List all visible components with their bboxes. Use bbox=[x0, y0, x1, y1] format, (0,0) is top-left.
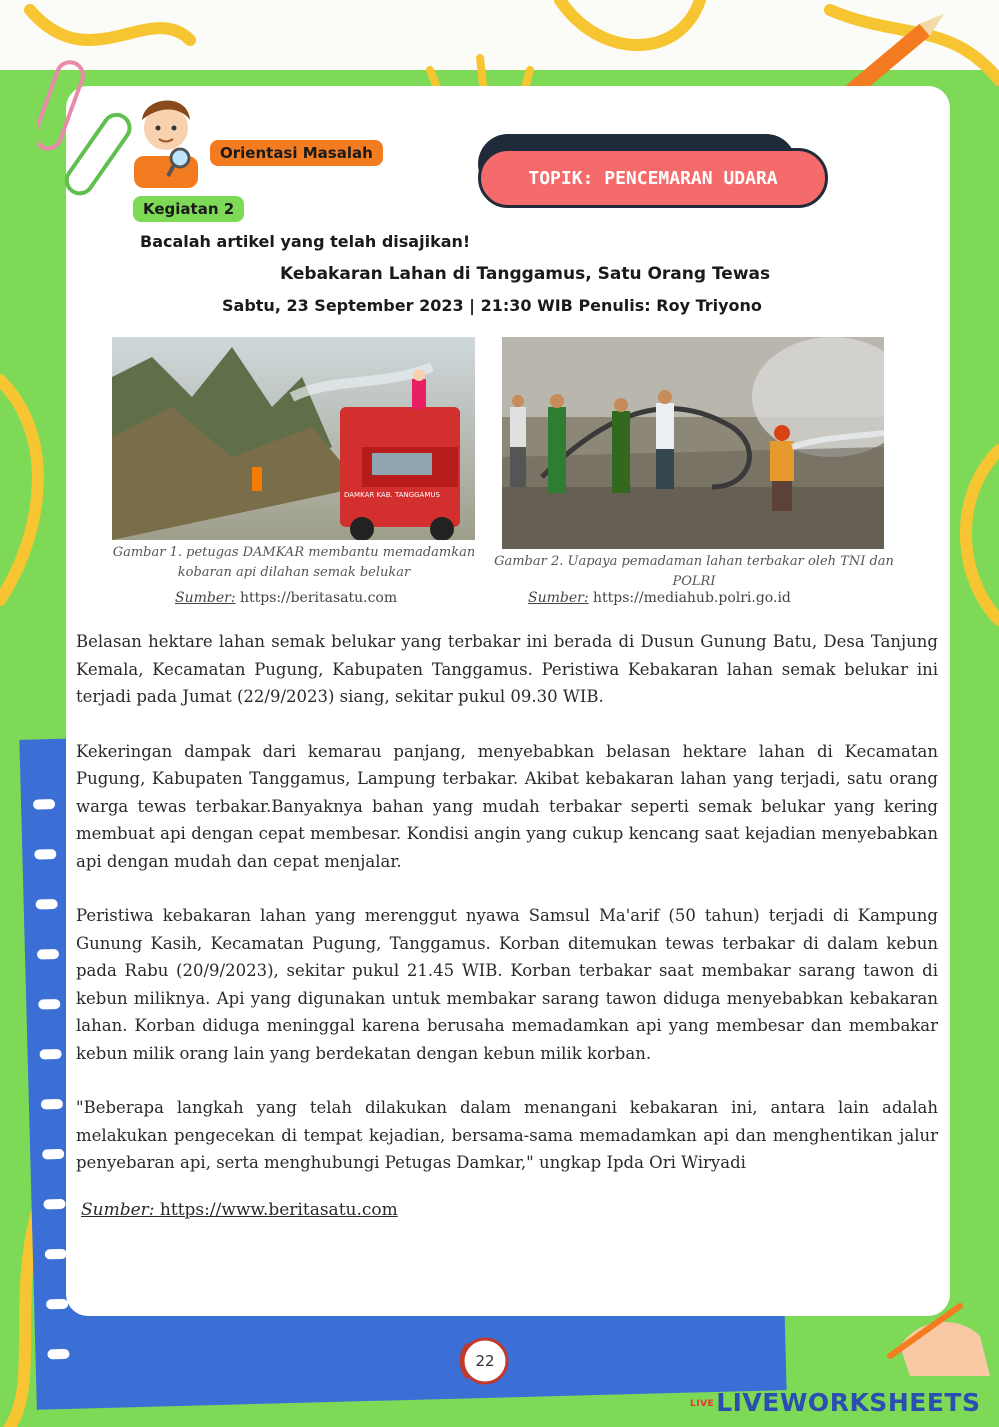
liveworksheets-watermark bbox=[690, 1388, 980, 1417]
article-dateline: Sabtu, 23 September 2023 | 21:30 WIB Penulis: Roy Triyono bbox=[222, 296, 762, 315]
source-label: Sumber: bbox=[528, 590, 589, 606]
article-source bbox=[81, 1200, 398, 1220]
figure-1-caption: Gambar 1. petugas DAMKAR membantu memadamkan kobaran api dilahan semak belukar bbox=[112, 545, 476, 580]
article-body bbox=[76, 628, 938, 1204]
article-headline: Kebakaran Lahan di Tanggamus, Satu Orang Tewas bbox=[280, 264, 771, 284]
topic-title: TOPIK: PENCEMARAN UDARA bbox=[478, 148, 828, 208]
source-label: Sumber: bbox=[81, 1200, 155, 1220]
article-paragraph: "Beberapa langkah yang telah dilakukan dalam menangani kebakaran ini, antara lain adalah melakukan pengecekan di tempat kejadian, bersama-sama memadamkan api dan menghentikan jalur penyebaran api, serta menghubungi Petugas Damkar," ungkap Ipda Ori Wiryadi bbox=[76, 1098, 938, 1172]
topic-banner bbox=[478, 134, 830, 212]
figure-2-image bbox=[502, 337, 884, 549]
student-avatar bbox=[128, 84, 204, 188]
watermark-text: LIVEWORKSHEETS bbox=[716, 1388, 981, 1417]
figure-2-source-link[interactable]: https://mediahub.polri.go.id bbox=[593, 590, 791, 606]
article-source-link[interactable]: https://www.beritasatu.com bbox=[159, 1200, 398, 1220]
page-number: 22 bbox=[475, 1352, 495, 1370]
figure-1-source-link[interactable]: https://beritasatu.com bbox=[240, 590, 398, 606]
figure-1-source bbox=[175, 590, 397, 606]
instruction-text: Bacalah artikel yang telah disajikan! bbox=[140, 232, 471, 251]
figure-2-source bbox=[528, 590, 791, 606]
activity-label: Kegiatan 2 bbox=[133, 196, 244, 222]
article-paragraph: Kekeringan dampak dari kemarau panjang, menyebabkan belasan hektare lahan di Kecamatan Pugung, Kabupaten Tanggamus, Lampung terbakar. Akibat kebakaran lahan yang terjadi, satu orang warga tewas terbakar.Banyaknya bahan yang mudah terbakar seperti semak belukar yang kering membuat api dengan cepat membesar. Kondisi angin yang cukup kencang saat kejadian menyebabkan api dengan mudah dan cepat menjalar. bbox=[76, 741, 938, 871]
truck-label: DAMKAR KAB. TANGGAMUS bbox=[344, 491, 440, 499]
writing-hand-icon bbox=[880, 1296, 990, 1376]
source-label: Sumber: bbox=[175, 590, 236, 606]
article-paragraph: Belasan hektare lahan semak belukar yang terbakar ini berada di Dusun Gunung Batu, Desa Tanjung Kemala, Kecamatan Pugung, Kabupaten Tanggamus. Peristiwa Kebakaran lahan semak belukar ini terjadi pada Jumat (22/9/2023) siang, sekitar pukul 09.30 WIB. bbox=[76, 632, 938, 706]
figure-2-caption: Gambar 2. Uapaya pemadaman lahan terbakar oleh TNI dan POLRI bbox=[494, 554, 894, 589]
figure-1-image bbox=[112, 337, 475, 540]
article-paragraph: Peristiwa kebakaran lahan yang merenggut nyawa Samsul Ma'arif (50 tahun) terjadi di Kampung Gunung Kasih, Kecamatan Pugung, Tanggamus. Korban ditemukan tewas terbakar di dalam kebun pada Rabu (20/9/2023), sekitar pukul 21.45 WIB. Korban terbakar saat membakar sarang tawon di kebun miliknya. Api yang digunakan untuk membakar sarang tawon diduga menyebabkan kebakaran lahan. Korban diduga meninggal karena berusaha memadamkan api yang membesar dan membakar kebun milik orang lain yang berdekatan dengan kebun milik korban. bbox=[76, 906, 938, 1063]
section-label: Orientasi Masalah bbox=[210, 140, 383, 166]
watermark-prefix: LIVE bbox=[690, 1399, 715, 1409]
page-number-badge bbox=[458, 1334, 512, 1388]
